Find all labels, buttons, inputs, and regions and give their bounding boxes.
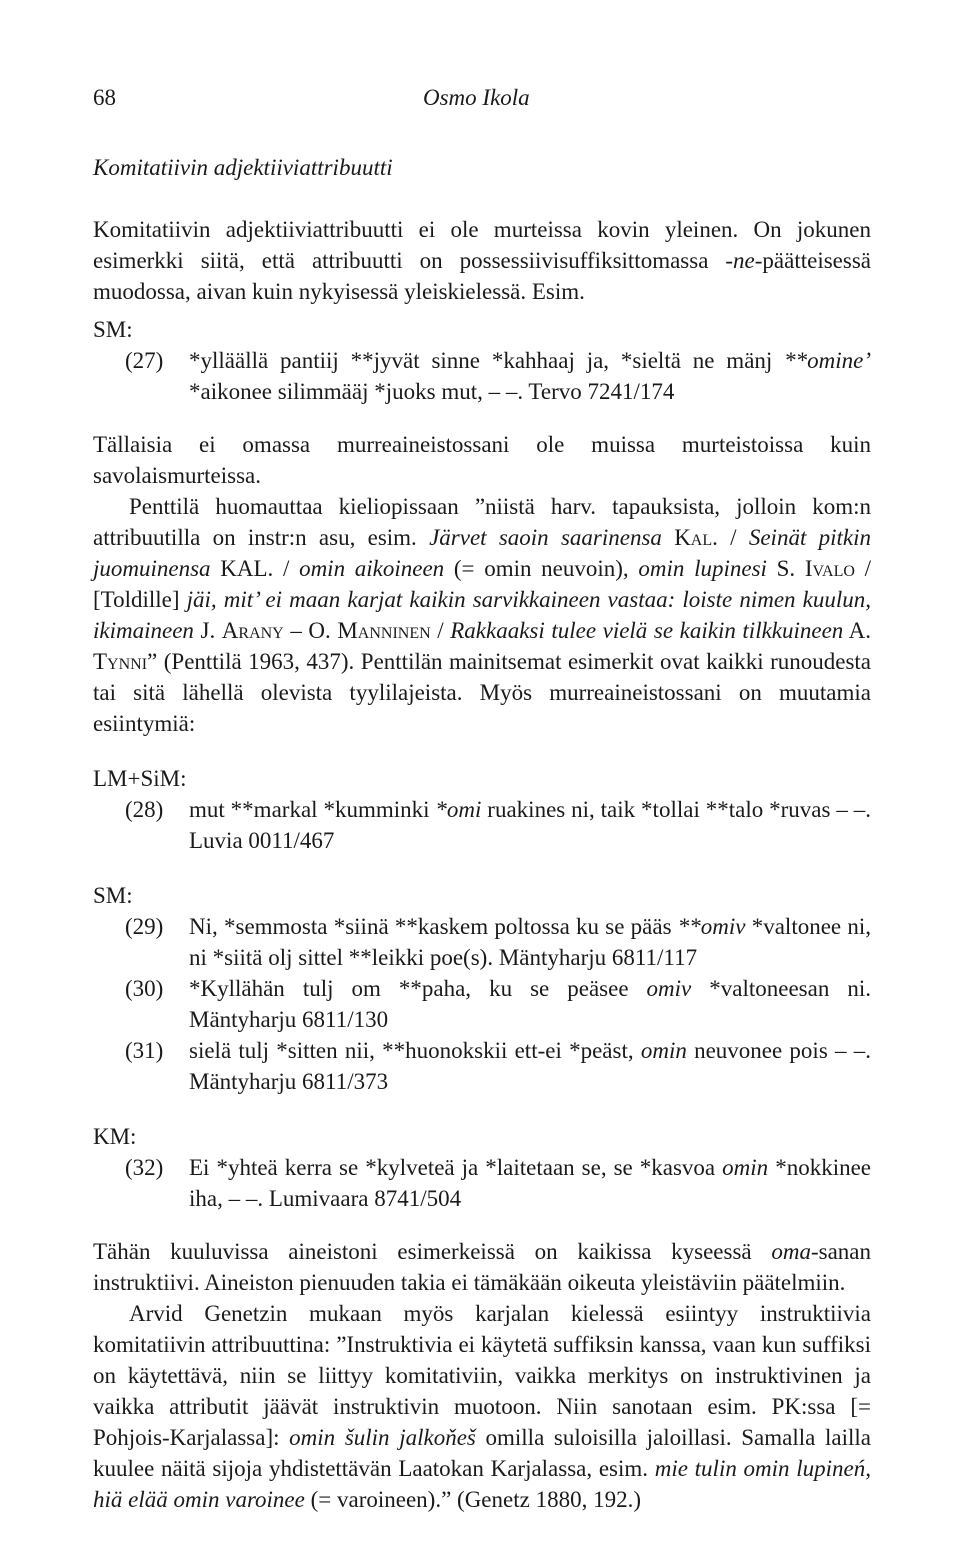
example-text: Ni, *semmosta *siinä **kaskem poltossa ku se pääs **omiv *valtonee ni, ni *siitä olj sittel **leikki poe(s). Mäntyharju 6811/117 [189,914,872,970]
paragraph-1: Komitatiivin adjektiiviattribuutti ei ole murteissa kovin yleinen. On jokunen esimerkki siitä, että attribuutti on possessiivisuffiksittomassa -ne-päätteisessä muodossa, aivan kuin nykyisessä yleiskielessä. Esim. [93,217,871,304]
example-28 [93,794,871,856]
example-number: (28) [125,797,164,822]
example-32 [93,1152,871,1214]
running-head: Osmo Ikola [423,85,530,110]
page-header [93,82,871,114]
example-30 [93,973,871,1035]
dialect-label-km: KM: [93,1124,137,1149]
example-31 [93,1035,871,1097]
paragraph-4: Tähän kuuluvissa aineistoni esimerkeissä on kaikissa kyseessä oma-sanan instruktiivi. Aineiston pienuuden takia ei tämäkään oikeuta yleistäviin päätelmiin. [93,1239,871,1295]
example-text: *ylläällä pantiij **jyvät sinne *kahhaaj ja, *sieltä ne mänj **omine’ *aikonee silimmääj *juoks mut, – –. Tervo 7241/174 [189,348,871,404]
paragraph-3: Penttilä huomauttaa kieliopissaan ”niistä harv. tapauksista, jolloin kom:n attribuutilla on instr:n asu, esim. Järvet saoin saarinensa Kal. / Seinät pitkin juomuinensa KAL. / omin aikoineen (= omin neuvoin), omin lupinesi S. Ivalo / [Toldille] jäi, mit’ ei maan karjat kaikin sarvikkaineen vastaa: loiste nimen kuulun, ikimaineen J. Arany – O. Manninen / Rakkaaksi tulee vielä se kaikin tilkkuineen A. Tynni” (Penttilä 1963, 437). Penttilän mainitsemat esimerkit ovat kaikki runoudesta tai sitä lähellä olevista tyylilajeista. Myös murreaineistossani on muutamia esiintymiä: [93,494,872,736]
example-text: mut **markal *kumminki *omi ruakines ni, taik *tollai **talo *ruvas – –. Luvia 0011/467 [189,797,871,853]
section-title: Komitatiivin adjektiiviattribuutti [93,155,393,180]
example-29 [93,911,871,973]
example-number: (27) [125,348,164,373]
paragraph-5: Arvid Genetzin mukaan myös karjalan kielessä esiintyy instruktiivia komitatiivin attribuuttina: ”Instruktivia ei käytetä suffiksin kanssa, vaan kun suffiksi on käytettävä, niin se liittyy komitativiin, vaikka merkitys on instruktivinen ja vaikka attributit jäävät instruktivin muotoon. Niin sanotaan esim. PK:ssa [= Pohjois-Karjalassa]: omin šulin jalkoňeš omilla suloisilla jaloillasi. Samalla lailla kuulee näitä sijoja yhdistettävän Laatokan Karjalassa, esim. mie tulin omin lupineń, hiä elää omin varoinee (= varoineen).” (Genetz 1880, 192.) [93,1301,872,1512]
example-number: (32) [125,1155,164,1180]
example-text: *Kyllähän tulj om **paha, ku se peäsee omiv *valtoneesan ni. Mäntyharju 6811/130 [189,976,871,1032]
page [93,82,871,1515]
example-text: sielä tulj *sitten nii, **huonokskii ett-ei *peäst, omin neuvonee pois – –. Mäntyharju 6811/373 [189,1038,871,1094]
example-number: (30) [125,976,164,1001]
example-number: (29) [125,914,164,939]
example-text: Ei *yhteä kerra se *kylveteä ja *laitetaan se, se *kasvoa omin *nokkinee iha, – –. Lumivaara 8741/504 [189,1155,871,1211]
dialect-label-sm: SM: [93,317,133,342]
dialect-label-sm: SM: [93,883,133,908]
paragraph-2: Tällaisia ei omassa murreaineistossani ole muissa murteistoissa kuin savolaismurteissa. [93,432,871,488]
page-number: 68 [93,85,116,110]
example-number: (31) [125,1038,164,1063]
example-27 [93,345,871,407]
dialect-label-lm-sim: LM+SiM: [93,766,187,791]
